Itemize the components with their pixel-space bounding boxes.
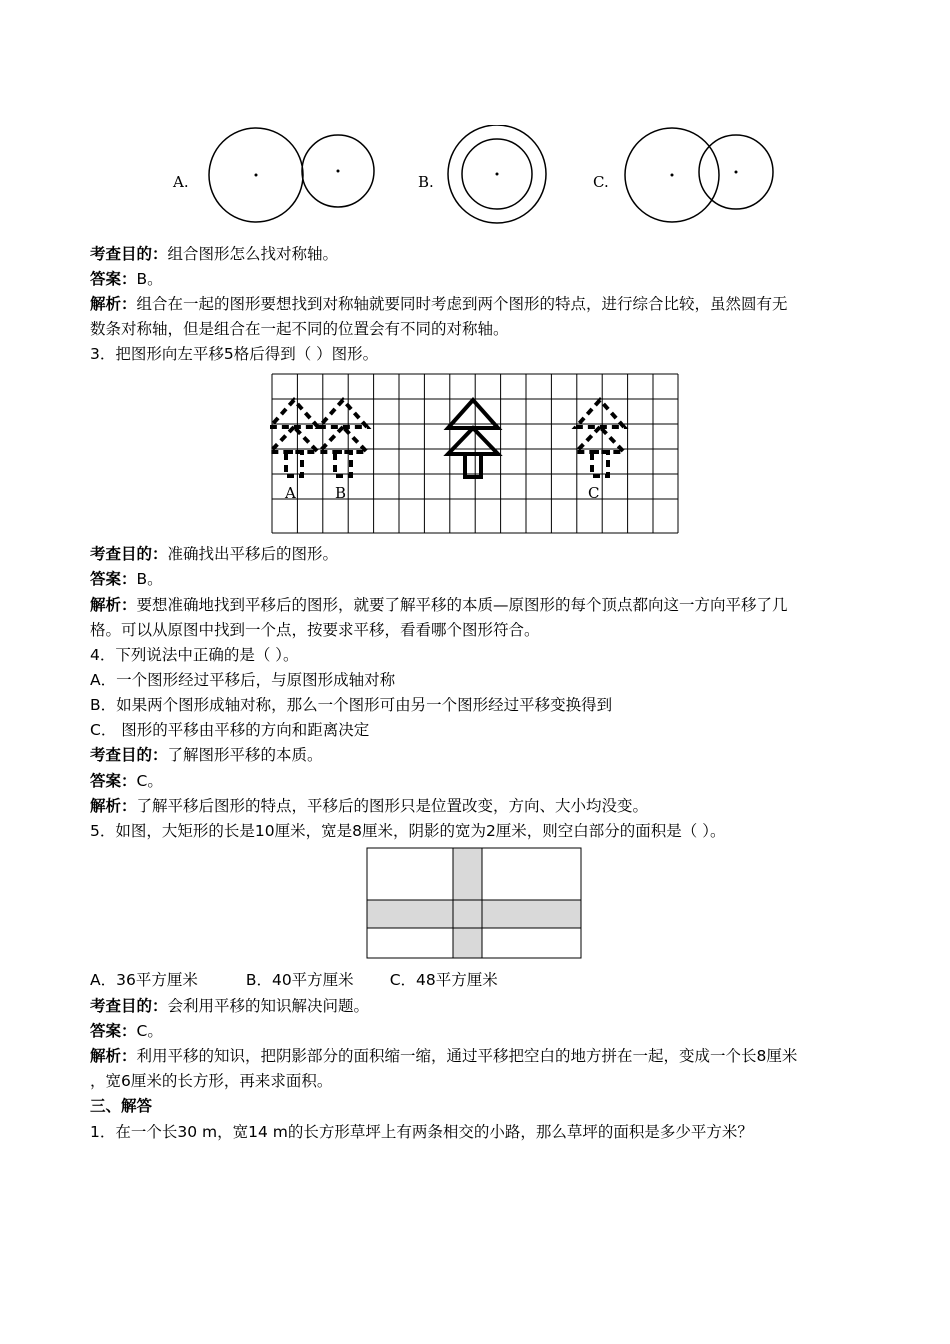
circle-option-b-label: B. [418, 173, 434, 191]
q4-answer-text: C。 [136, 772, 163, 790]
q5-purpose [90, 995, 369, 1017]
q2-purpose [90, 243, 338, 265]
q5-option-c: C．48平方厘米 [389, 971, 498, 989]
q4-option-a: A．一个图形经过平移后，与原图形成轴对称 [90, 671, 396, 689]
tree-option-b [319, 400, 367, 476]
tree-option-c [576, 400, 624, 476]
grid-label-c: C [588, 484, 600, 502]
q5-options [90, 969, 498, 991]
q3-purpose-text: 准确找出平移后的图形。 [167, 545, 339, 563]
q2-analysis-label: 解析： [90, 295, 137, 313]
q3-analysis-label: 解析： [90, 596, 137, 614]
q4-option-c: C． 图形的平移由平移的方向和距离决定 [90, 721, 370, 739]
q2-analysis-text1: 组合在一起的图形要想找到对称轴就要同时考虑到两个图形的特点，进行综合比较，虽然圆有无 [136, 295, 788, 313]
q4-option-b: B．如果两个图形成轴对称，那么一个图形可由另一个图形经过平移变换得到 [90, 696, 613, 714]
q3-answer [90, 568, 163, 590]
q3-answer-label: 答案： [90, 570, 137, 588]
q4-purpose [90, 744, 323, 766]
q5-answer [90, 1020, 163, 1042]
q5-analysis-line1 [90, 1045, 797, 1067]
q5-analysis-label: 解析： [90, 1047, 137, 1065]
q3-analysis-line1 [90, 594, 788, 616]
q4-question: 4．下列说法中正确的是（ ）。 [90, 646, 299, 664]
q3-question: 3．把图形向左平移5格后得到（ ）图形。 [90, 345, 379, 363]
q5-analysis-text1: 利用平移的知识，把阴影部分的面积缩一缩，通过平移把空白的地方拼在一起，变成一个长8厘米 [136, 1047, 798, 1065]
circle-a-large-center [255, 174, 258, 177]
q3-analysis-line2: 格。可以从原图中找到一个点，按要求平移，看看哪个图形符合。 [90, 621, 540, 639]
section3-q1: 1．在一个长30 m，宽14 m的长方形草坪上有两条相交的小路，那么草坪的面积是多少平方米？ [90, 1123, 753, 1141]
q3-analysis-text1: 要想准确地找到平移后的图形，就要了解平移的本质—原图形的每个顶点都向这一方向平移了几 [136, 596, 788, 614]
circles-figure [165, 125, 785, 225]
q4-answer-label: 答案： [90, 772, 137, 790]
q2-answer-label: 答案： [90, 270, 137, 288]
q2-analysis-line2: 数条对称轴，但是组合在一起不同的位置会有不同的对称轴。 [90, 320, 509, 338]
q4-analysis [90, 795, 648, 817]
q5-option-a: A．36平方厘米 [90, 971, 198, 989]
q5-purpose-label: 考查目的： [90, 997, 168, 1015]
q2-answer-text: B。 [136, 270, 163, 288]
circle-b-center [496, 173, 499, 176]
q2-purpose-text: 组合图形怎么找对称轴。 [167, 245, 339, 263]
grid-label-b: B [335, 484, 347, 502]
circle-c-large-center [671, 174, 674, 177]
circle-option-a-label: A. [173, 173, 189, 191]
q5-question: 5．如图，大矩形的长是10厘米，宽是8厘米，阴影的宽为2厘米，则空白部分的面积是（ ）。 [90, 822, 726, 840]
circle-option-c-label: C. [593, 173, 609, 191]
q2-analysis-line1 [90, 293, 788, 315]
q4-analysis-label: 解析： [90, 797, 137, 815]
q3-answer-text: B。 [136, 570, 163, 588]
circle-c-small-center [735, 171, 738, 174]
q5-option-b: B．40平方厘米 [245, 971, 354, 989]
q5-purpose-text: 会利用平移的知识解决问题。 [167, 997, 370, 1015]
q2-purpose-label: 考查目的： [90, 245, 168, 263]
q5-answer-text: C。 [136, 1022, 163, 1040]
q4-answer [90, 770, 163, 792]
q2-answer [90, 268, 163, 290]
q5-analysis-line2: ，宽6厘米的长方形，再来求面积。 [90, 1072, 333, 1090]
q4-purpose-text: 了解图形平移的本质。 [167, 746, 323, 764]
section3-heading: 三、解答 [90, 1097, 153, 1115]
tree-original [448, 400, 498, 477]
circle-a-small-center [337, 170, 340, 173]
shaded-horizontal-path [367, 900, 581, 928]
grid-label-a: A [285, 484, 296, 502]
tree-option-a [270, 400, 318, 476]
translation-grid-figure [270, 372, 682, 538]
rectangle-with-paths-figure [365, 846, 585, 962]
q4-purpose-label: 考查目的： [90, 746, 168, 764]
q3-purpose-label: 考查目的： [90, 545, 168, 563]
q4-analysis-text: 了解平移后图形的特点，平移后的图形只是位置改变，方向、大小均没变。 [136, 797, 649, 815]
q5-answer-label: 答案： [90, 1022, 137, 1040]
q3-purpose [90, 543, 338, 565]
